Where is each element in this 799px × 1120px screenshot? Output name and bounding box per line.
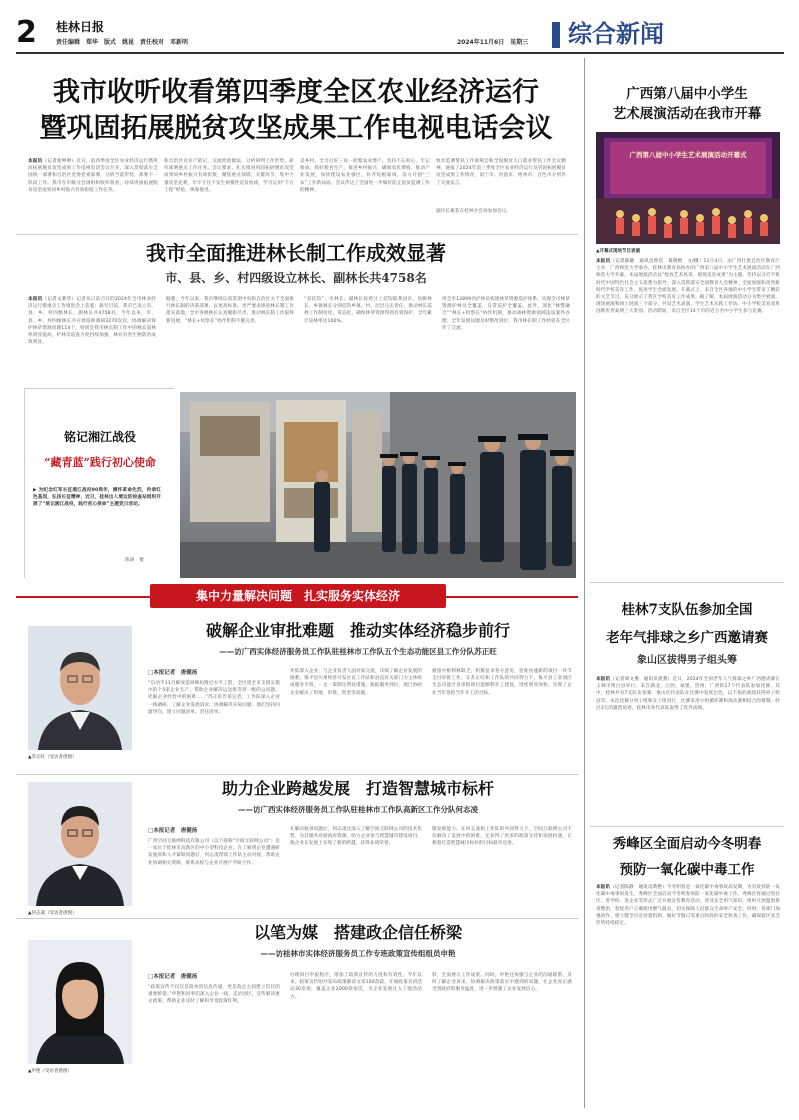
side1-body: 本报讯（记者陈静 通讯员曾培 葛晓艳 文/摄）11月4日，由广西壮族自治区教育厅主办，广西师范大学承办，桂林市教育局协办的广西第八届中小学生艺术展演活动在广西师范大学开幕。本届展演活动以“绽放艺术风采，展现美育成果”为主题，坚持以习近平新时代中国特色社会主义思想为指导，深入贯彻落实全国教育大会精神，全面加强和改进新时代学校美育工作，促进学生全面发展。开幕式上，来自全区各地的中小学生带来了精彩的文艺节目，充分展示了我区学校美育工作成果。据了解，本届展演活动分为集中展演、现场展演和线上展演三个部分，共设艺术表演、学生艺术实践工作坊、中小学校美育改革创新优秀案例三大类别。活动期间，来自全区14个市的近万名中小学生参与比赛。: [596, 259, 780, 315]
portrait-su-illustration: [28, 626, 132, 750]
story2-col-1: 广西空间互联网科技有限公司（以下简称“空间互联网公司”）是一家位于桂林市高新区的中小型科技企业。在了解到企业遭遇研发瓶颈和人才紧缺问题后，何志凌带领工作队主动对接，帮助企业协调相关资源，联系高校与企业开展产学研合作。: [148, 839, 280, 866]
side1-photo: [596, 132, 780, 244]
side1-photo-banner: 广西第八届中小学生艺术展演活动开幕式: [629, 151, 747, 159]
lead-rule: [16, 234, 578, 235]
feature-credit: 陈通 摄: [125, 558, 144, 563]
story2-subheadline: ——访广西实体经济服务员工作队驻桂林市工作队高新区工作分队何志凌: [238, 805, 478, 814]
caption-he: ▲何志凌（受访者供图）: [28, 911, 77, 916]
side1-rule: [590, 582, 784, 583]
portrait-su: [28, 626, 132, 750]
caption-shen: ▲申艳（受访者供图）: [28, 1069, 72, 1074]
lead-col-2: 和自治区农业产销记，交流经验做法，分析研判工作形势，研究部署重点工作任务。会议要求，扎实推进巩固拓展脱贫攻坚成果同乡村振兴有效衔接，聚焦重点领域、关键环节，集中力量攻坚克难，牢牢守住不发生规模性返贫底线，学习运用“千万工程”经验，统筹推进。: [164, 159, 294, 193]
page-number: 2: [16, 15, 37, 50]
feature-caption: ▶ 为纪念红军长征湘江战役90周年，横怀革命先烈，传承红色基因，弘扬长征精神，近日，桂林出入境边防检查站组织开展了“铭记湘江战役，践行初心使命”主题党日活动。: [33, 488, 161, 508]
story3-subheadline: ——访桂林市实体经济服务员工作专班政策宣传组组员申艳: [260, 949, 456, 958]
portrait-he-illustration: [28, 782, 132, 906]
story3-col-2: 办理项目申报程序，增加了政策宣传的力度和有效性。今年以来，政策宣传组共发布政策解读文章100余篇，开展政策宣讲活动30余场，覆盖企业2000余家次，为企业发展注入了强劲动力。: [290, 973, 422, 1000]
feature-photo: [180, 392, 576, 578]
section-title: 综合新闻: [568, 19, 664, 48]
chief-col-1: 本报讯（记者文新华）记者从日前召开的2024年全市林业经济运行暨重点工作推进会上获悉：截至目前，我市已设立市、县、乡、村四级林长、副林长共4758名，今年以来，市、县、乡、村四级林长共开展巡林调研3270次次，协调解决保护林草资源问题114个，特别是我市林长制工作中的林长巡林率明显提高，护林员巡查力度持续加强，林业有害生物防治成效明显。: [28, 297, 156, 346]
story1-col-3: 板推中枢利林缺乏，积极征求各方意见，恰准快速新的项目一环节支付审批工作。在苏正旺和工作队的共同努力下，恢平县工业园区生态功能区县审批项目能顺利开工建设，进度明显加快，实现了企业当年签约当年开工的目标。: [432, 669, 572, 696]
museum-scene-illustration: [180, 392, 576, 578]
side2-subheadline: 象山区拔得男子组头筹: [637, 655, 737, 666]
banner-text: 集中力量解决问题 扎实服务实体经济: [195, 589, 400, 603]
column-divider: [584, 58, 585, 1108]
side2-headline-1: 桂林7支队伍参加全国: [621, 602, 753, 618]
stage-performance-illustration: [596, 132, 780, 244]
feature-box: [24, 388, 174, 578]
chief-subheadline: 市、县、乡、村四级设立林长、副林长共4758名: [165, 271, 427, 285]
side3-body: 本报讯（记者陈静 通讯员黄艳）今冬明春是一氧化碳中毒事故高发期，为有效预防一氧化碳中毒事故发生，秀峰区全面启动今冬明春预防一氧化碳中毒工作。秀峰区将通过进社区、进学校、进企业等形式广泛开展宣传教育活动，普及安全用气知识，组织开展隐患排查整治，督促用户正确使用燃气器具，切实保障人民群众生命财产安全。同时，各部门加强协作，建立健全应急处置机制，做好节假日等重点时段的安全检查工作，确保辖区安全形势持续稳定。: [596, 885, 780, 927]
story1-col-2: 作队深入企业，与企业负责人面对面交流，详细了解企业发展的困难。恢平县川州经济开发区以工作队和县直有关部门为主体组成服务专班，一企一策制定帮扶措施，跟踪服务到位，现已协助企业解决了用地、审批、资金等问题。: [290, 669, 422, 696]
chief-col-2: 据悉，今年以来，我市继续认真贯彻中央和自治区关于全面推行林长制的决策部署，以更高标准、更严要求推进林长制工作落实落地，全市各级林长认真履职尽责，推动林长制工作取得新进展，“林长+检察长”协作机制不断完善。: [166, 297, 294, 324]
chief-col-4: 用全市12899名护林员构建林草资源巡护体系，实现全市林草资源护林员全覆盖，日常巡护全覆盖。此外，深化“林警融合”“林长+检察长”协作机制，推动森林资源领域违法案件办理，全年发现问题及时整改到位，我市林长制工作经验在全区作了交流。: [442, 297, 570, 331]
caption-su: ▲苏正旺（受访者供图）: [28, 755, 77, 760]
story1-col-1: “启动半11月解放追回梯坊附近水平工程，全区遥全市支撑实施中的个5家企业生产。帮助企业解决运送排等到一级的公问题，化解企业经营中的困难……”苏正旺告诉记者，工作队深入企业一线调研，了解企业发展诉求，协调解决实际问题。他们坚持问题导向，建立问题清单、责任清单。: [148, 681, 280, 715]
story2-col-3: 服发展能力。在何志凌和工作队的共同努力下，空间互联网公司不仅解决了发展中的困难，还获得了更多的政策支持和发展机遇，正朝着打造智慧城市标杆的目标稳步迈进。: [432, 827, 572, 847]
story3-col-1: “政策宣传不仅仅是简单的信息传递，更是政企之间建立信任的重要桥梁。”申艳和同事们深入企业一线，走访园区，宣传解读惠企政策，帮助企业及时了解和享受政策红利。: [148, 985, 280, 1005]
section-marker: [552, 22, 560, 48]
story1-rule: [16, 774, 578, 775]
side2-rule: [590, 826, 784, 827]
paper-logo: 桂林日报: [56, 20, 105, 34]
story3-reporter: □本报记者 唐健扬: [148, 974, 198, 980]
feature-subheadline: “藏青蓝”践行初心使命: [44, 456, 156, 469]
chief-col-3: “双挂钩”。市林长、副林长按照分工挂钩联系县区，县级林长、乡镇林长分别挂钩乡镇、村，层层压实责任，推动林长巡林工作制度化、常态化，确保林草资源得到有效保护，全年累计巡林率达100%。: [304, 297, 432, 324]
lead-headline-1: 我市收听收看第四季度全区农业经济运行: [53, 77, 539, 108]
chief-headline: 我市全面推进林长制工作成效显著: [146, 241, 446, 265]
editor-credits: 责任编辑 郑华 版式 姚昆 责任校对 邓新明: [56, 39, 189, 46]
story3-col-3: 料，全面展示工作成果。同时，申艳还加强与企业的沟通联系，及时了解企业诉求，协调解决政策落实中遇到的问题，让企业真正感受到政府的服务温度，进一步增强了企业发展信心。: [432, 973, 572, 993]
side1-caption: ▲开幕式现场节目表演: [596, 249, 640, 254]
story2-rule: [16, 918, 578, 919]
story2-headline: 助力企业跨越发展 打造智慧城市标杆: [221, 779, 494, 798]
lead-col-4: [436, 158, 566, 228]
story1-subheadline: ——访广西实体经济服务员工作队驻桂林市工作队五个生态功能区县工作分队苏正旺: [219, 647, 497, 656]
masthead-rule: [16, 52, 784, 54]
lead-headline-2: 暨巩固拓展脱贫攻坚成果工作电视电话会议: [39, 113, 553, 144]
lead-col-4-text: 致贫监测帮扶工作视频会和全国脱贫人口就业帮扶工作会议精神，通报了2024年前三季度全区农业经济运行及巩固拓展脱贫攻坚成果工作情况，南宁市、河池市、梧州市、百色市分别作了交流发言。: [436, 159, 566, 186]
lead-col-4-end: 副市长谢菲在桂林分会场参加会议。: [436, 209, 512, 214]
portrait-shen-illustration: [28, 940, 132, 1064]
portrait-he: [28, 782, 132, 906]
side3-headline-2: 预防一氧化碳中毒工作: [619, 862, 755, 878]
side2-body: 本报讯（记者周文燕 通讯员唐燕）近日，2024年全国老年人气排球之乡广西邀请赛在玉林市博白县举行。来自湖北、江西、福建、贵州、广西的17个代表队参加比赛，其中，桂林共有7支队伍参赛。象山区代表队在比赛中发挥出色，以不俗的战绩获得男子组冠军。本次比赛分男子组和女子组进行，比赛采用小组循环赛和淘汰赛相结合的赛制。经过3天的激烈角逐，桂林市各代表队取得了优异成绩。: [596, 677, 780, 711]
side3-headline-1: 秀峰区全面启动今冬明春: [612, 836, 762, 852]
portrait-shen: [28, 940, 132, 1064]
issue-date: 2024年11月6日 星期三: [457, 39, 529, 46]
special-banner: [16, 582, 578, 612]
side2-headline-2: 老年气排球之乡广西邀请赛: [606, 630, 768, 646]
side1-headline-2: 艺术展演活动在我市开幕: [612, 106, 762, 122]
story2-col-2: 在解决瓶颈问题后，何志凌还深入了解空间互联网公司的技术优势，为其服务对接政府资源，助力企业参与智慧城市建设项目，使企业在发展上实现了新的跨越，获得多项荣誉。: [290, 827, 422, 847]
story3-headline: 以笔为媒 搭建政企信任桥梁: [253, 923, 462, 942]
feature-headline: 铭记湘江战役: [63, 430, 136, 444]
story1-reporter: □本报记者 唐健扬: [148, 670, 198, 676]
lead-col-1: 本报讯（记者张婷婷）近日，第四季度全区农业经济运行暨巩固拓展脱贫攻坚成果工作电视电话会议召开，深入贯彻落实全国统一部署和自治区党委党委部署，分析当前形势，部署下一阶段工作。我市在市级分会场组织收听收看，持续巩固拓展脱贫攻坚成果同乡村振兴有效衔接工作任务。: [28, 159, 158, 193]
story2-reporter: □本报记者 唐健扬: [148, 828, 198, 834]
story1-headline: 破解企业审批难题 推动实体经济稳步前行: [205, 621, 510, 640]
lead-col-3: 美乡村，全力打好三农一把鹫农业增产，坚持不忘初心，牢记使命，抓好粮食生产，推进乡村振兴，确保农民增收，推动产业发展，加快建设农业强区，补齐短板弱项，奋力开创“三农”工作新局面。会议传达了全国进一步做好防止返贫监测工作的精神。: [300, 159, 430, 193]
side1-headline-1: 广西第八届中小学生: [626, 86, 748, 102]
